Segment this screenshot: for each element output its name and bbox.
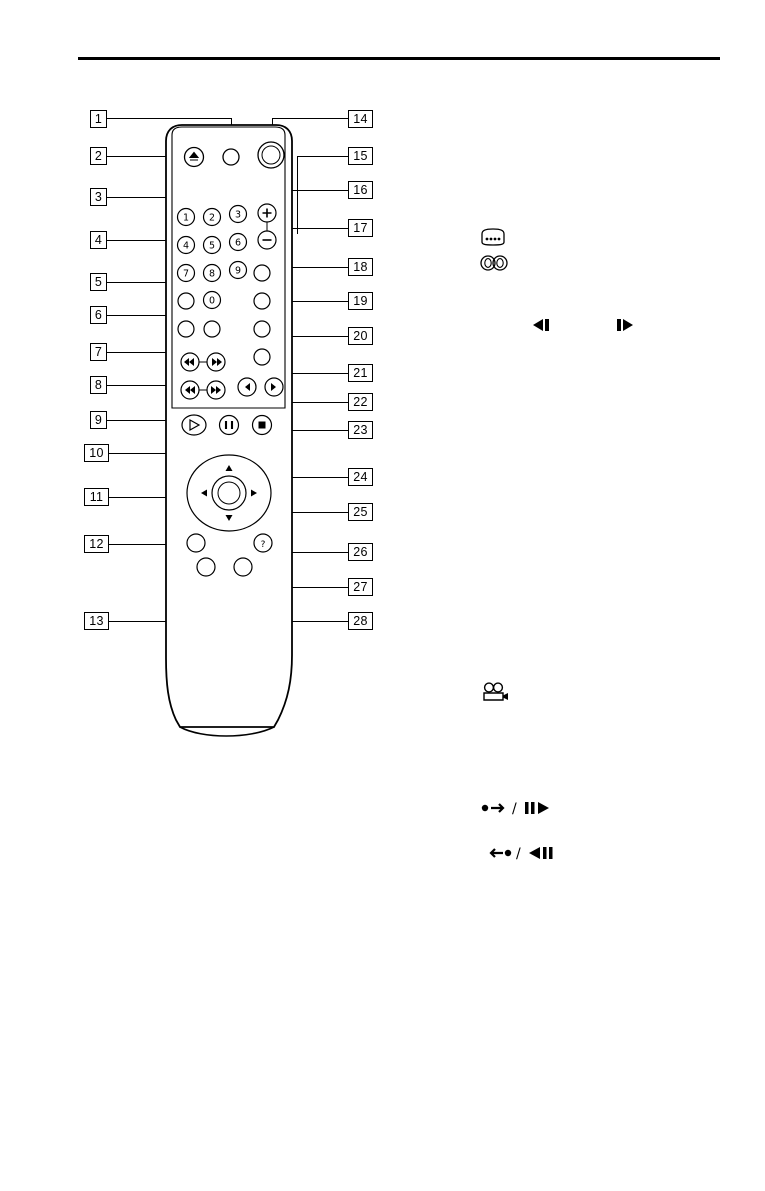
callout-4: 4 bbox=[90, 231, 107, 249]
callout-2: 2 bbox=[90, 147, 107, 165]
header-rule bbox=[78, 57, 720, 60]
svg-text:7: 7 bbox=[182, 268, 190, 280]
svg-text:0: 0 bbox=[208, 295, 216, 307]
callout-7: 7 bbox=[90, 343, 107, 361]
svg-text:4: 4 bbox=[182, 240, 190, 252]
svg-text:3: 3 bbox=[234, 209, 242, 221]
step-reverse-icon bbox=[530, 318, 554, 332]
callout-27: 27 bbox=[348, 578, 373, 596]
callout-26: 26 bbox=[348, 543, 373, 561]
step-forward-icon bbox=[614, 318, 638, 332]
remote-control-illustration bbox=[150, 95, 350, 755]
callout-8: 8 bbox=[90, 376, 107, 394]
callout-28: 28 bbox=[348, 612, 373, 630]
callout-5: 5 bbox=[90, 273, 107, 291]
callout-11: 11 bbox=[84, 488, 109, 506]
subtitle-icon bbox=[480, 228, 506, 246]
callout-12: 12 bbox=[84, 535, 109, 553]
svg-text:2: 2 bbox=[208, 212, 216, 224]
camera-angle-icon bbox=[482, 682, 510, 702]
svg-text:/: / bbox=[516, 846, 521, 861]
svg-text:?: ? bbox=[260, 540, 266, 550]
callout-18: 18 bbox=[348, 258, 373, 276]
instant-replay-icon bbox=[480, 845, 558, 861]
svg-text:/: / bbox=[512, 801, 517, 816]
callout-17: 17 bbox=[348, 219, 373, 237]
callout-3: 3 bbox=[90, 188, 107, 206]
callout-20: 20 bbox=[348, 327, 373, 345]
callout-10: 10 bbox=[84, 444, 109, 462]
svg-text:9: 9 bbox=[234, 265, 242, 277]
callout-9: 9 bbox=[90, 411, 107, 429]
callout-16: 16 bbox=[348, 181, 373, 199]
svg-text:5: 5 bbox=[208, 240, 216, 252]
callout-6: 6 bbox=[90, 306, 107, 324]
callout-15: 15 bbox=[348, 147, 373, 165]
svg-text:8: 8 bbox=[208, 268, 216, 280]
callout-13: 13 bbox=[84, 612, 109, 630]
callout-25: 25 bbox=[348, 503, 373, 521]
svg-text:6: 6 bbox=[234, 237, 242, 249]
callout-23: 23 bbox=[348, 421, 373, 439]
svg-text:1: 1 bbox=[182, 212, 190, 224]
instant-forward-icon bbox=[480, 800, 558, 816]
callout-22: 22 bbox=[348, 393, 373, 411]
callout-19: 19 bbox=[348, 292, 373, 310]
audio-icon bbox=[480, 255, 510, 271]
callout-24: 24 bbox=[348, 468, 373, 486]
callout-14: 14 bbox=[348, 110, 373, 128]
callout-21: 21 bbox=[348, 364, 373, 382]
callout-1: 1 bbox=[90, 110, 107, 128]
